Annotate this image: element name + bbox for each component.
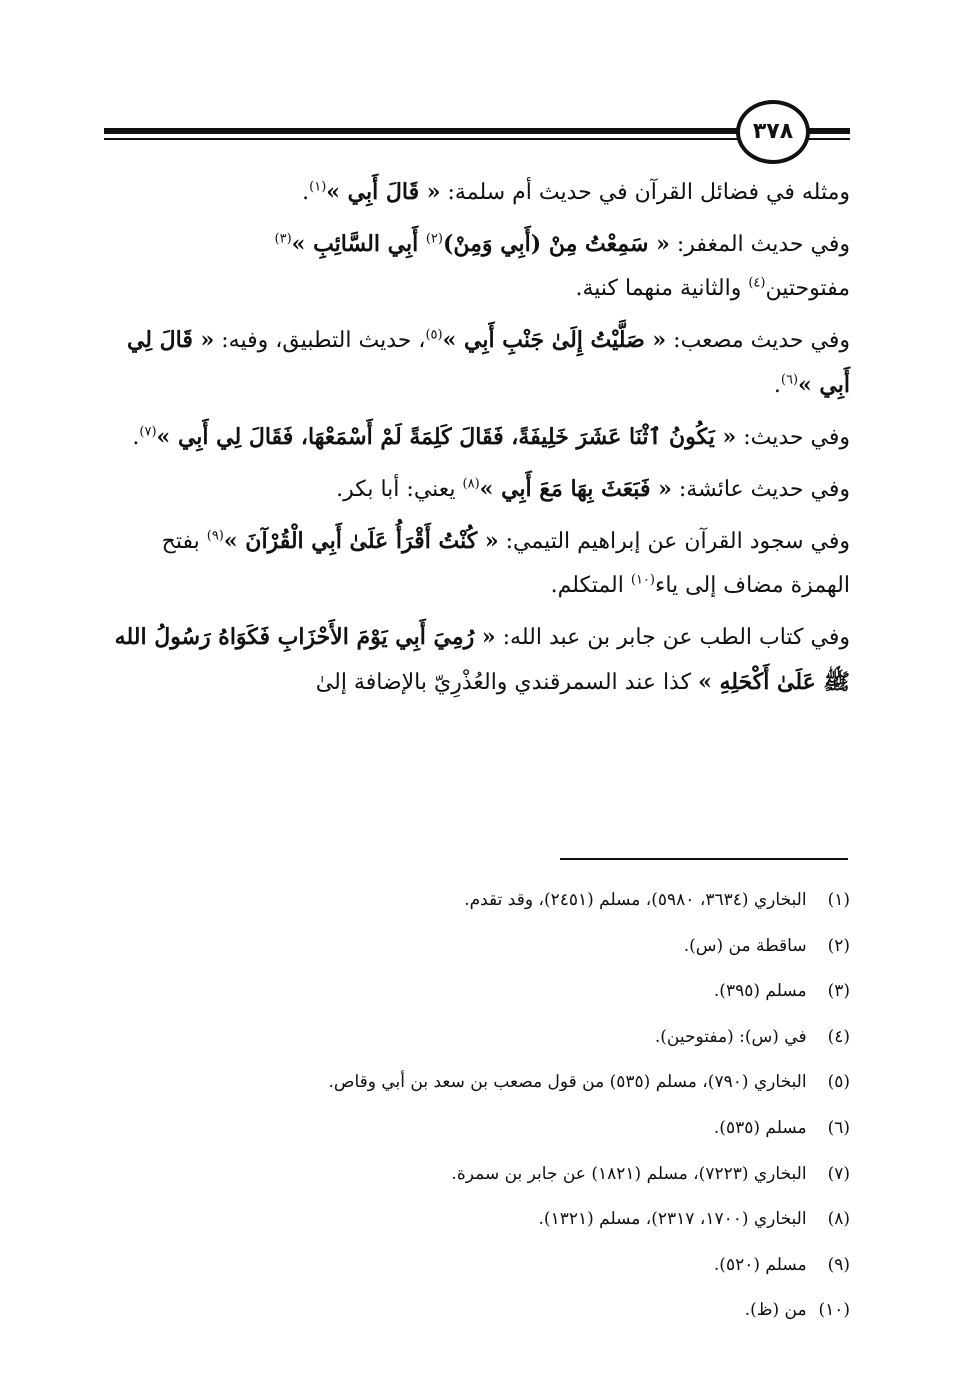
footnote-number: (٩) [827, 1254, 850, 1275]
paragraph-7 [104, 615, 850, 705]
text-run: والثانية منهما كنية. [575, 276, 749, 301]
footnote-8 [104, 1197, 850, 1243]
text-run: . [302, 180, 310, 205]
footnote-text: مسلم (٥٣٥). [713, 1117, 807, 1138]
footnote-ref: (٦) [780, 372, 799, 388]
text-run: كذا عند السمرقندي والعُذْرِيّ بالإضافة إلىٰ [315, 670, 699, 695]
footnote-text: ساقطة من (س). [683, 935, 807, 956]
footnote-1 [104, 878, 850, 924]
footnote-separator [560, 858, 848, 860]
hadith-quote: « سَمِعْتُ مِنْ (أَبِي وَمِنْ) [442, 231, 670, 257]
footnote-ref: (١٠) [630, 572, 655, 588]
footnote-ref: (٢) [425, 231, 443, 247]
hadith-quote: « فَبَعَثَ بِهَا مَعَ أَبِي » [479, 476, 672, 502]
hadith-quote: أَبِي السَّائِبِ » [291, 231, 426, 257]
footnote-5 [104, 1060, 850, 1106]
page-number-badge [736, 100, 810, 164]
footnote-ref: (٥) [425, 327, 443, 343]
footnote-text: مسلم (٥٢٠). [713, 1254, 807, 1275]
footnote-text: في (س): (مفتوحين). [654, 1026, 807, 1047]
text-run: ، حديث التطبيق، وفيه: [214, 328, 426, 353]
paragraph-1 [104, 170, 850, 215]
paragraph-4 [104, 415, 850, 460]
footnote-number: (١٠) [818, 1300, 850, 1321]
footnote-text: البخاري (٣٦٣٤، ٥٩٨٠)، مسلم (٢٤٥١)، وقد تقدم. [464, 890, 807, 910]
paragraph-6 [104, 519, 850, 608]
footnote-text: البخاري (٧٢٢٣)، مسلم (١٨٢١) عن جابر بن سمرة. [451, 1163, 807, 1184]
text-run: وفي حديث المغفر: [669, 232, 850, 257]
hadith-quote: « قَالَ أَبِي » [326, 179, 441, 205]
paragraph-3 [104, 318, 850, 408]
footnote-ref: (٩) [206, 528, 224, 544]
text-run: وفي سجود القرآن عن إبراهيم التيمي: [498, 529, 850, 554]
footnote-number: (٣) [827, 981, 850, 1002]
footnote-number: (٤) [827, 1026, 850, 1047]
text-run: وفي حديث مصعب: [666, 328, 850, 353]
footnote-10 [104, 1288, 850, 1334]
text-run: . [132, 425, 140, 450]
footnote-number: (٥) [827, 1072, 850, 1093]
page-number: ٣٧٨ [752, 119, 794, 144]
hadith-quote: « كُنْتُ أَقْرَأُ عَلَىٰ أَبِي الْقُرْآنَ » [223, 528, 499, 554]
footnote-3 [104, 969, 850, 1015]
paragraph-2 [104, 222, 850, 311]
paragraph-5 [104, 467, 850, 512]
footnote-ref: (٨) [462, 476, 480, 492]
footnote-number: (١) [827, 890, 850, 910]
footnote-4 [104, 1015, 850, 1061]
footnote-ref: (٤) [748, 275, 766, 291]
main-text [104, 170, 850, 712]
footnote-9 [104, 1243, 850, 1289]
text-run: ومثله في فضائل القرآن في حديث أم سلمة: [440, 180, 850, 205]
hadith-quote: « قَالَ لِي أَبِي » [126, 327, 850, 398]
footnote-ref: (٣) [274, 231, 292, 247]
footnotes [104, 878, 850, 1334]
footnote-number: (٧) [827, 1163, 850, 1184]
footnote-number: (٨) [827, 1209, 850, 1230]
text-run: يعني: أبا بكر. [336, 477, 463, 502]
footnote-number: (٦) [827, 1117, 850, 1138]
footnote-7 [104, 1152, 850, 1198]
footnote-6 [104, 1106, 850, 1152]
footnote-text: مسلم (٣٩٥). [713, 981, 807, 1002]
text-run: وفي كتاب الطب عن جابر بن عبد الله: [495, 625, 850, 650]
text-run: مفتوحتين [765, 276, 850, 301]
footnote-text: من (ظ). [744, 1300, 807, 1321]
footnote-2 [104, 924, 850, 970]
footnote-number: (٢) [827, 935, 850, 956]
footnote-text: البخاري (٧٩٠)، مسلم (٥٣٥) من قول مصعب بن سعد بن أبي وقاص. [328, 1072, 807, 1093]
footnote-text: البخاري (١٧٠٠، ٢٣١٧)، مسلم (١٣٢١). [538, 1209, 807, 1230]
hadith-quote: « رُمِيَ أَبِي يَوْمَ الأَحْزَابِ فَكَوَاهُ رَسُولُ الله ﷺ عَلَىٰ أَكْحَلِهِ » [114, 624, 850, 695]
hadith-quote: « يَكُونُ ٱثْنَا عَشَرَ خَلِيفَةً، فَقَالَ كَلِمَةً لَمْ أَسْمَعْهَا، فَقَالَ لِي أَبِي » [156, 424, 737, 450]
footnote-ref: (١) [309, 179, 327, 195]
hadith-quote: « صَلَّيْتُ إِلَىٰ جَنْبِ أَبِي » [442, 327, 667, 353]
text-run: وفي حديث عائشة: [671, 477, 850, 502]
text-run: وفي حديث: [736, 425, 850, 450]
text-run: المتكلم. [550, 573, 631, 598]
footnote-ref: (٧) [139, 424, 157, 440]
text-run: بفتح الهمزة مضاف إلى ياء [161, 529, 850, 598]
text-run: . [773, 373, 781, 398]
